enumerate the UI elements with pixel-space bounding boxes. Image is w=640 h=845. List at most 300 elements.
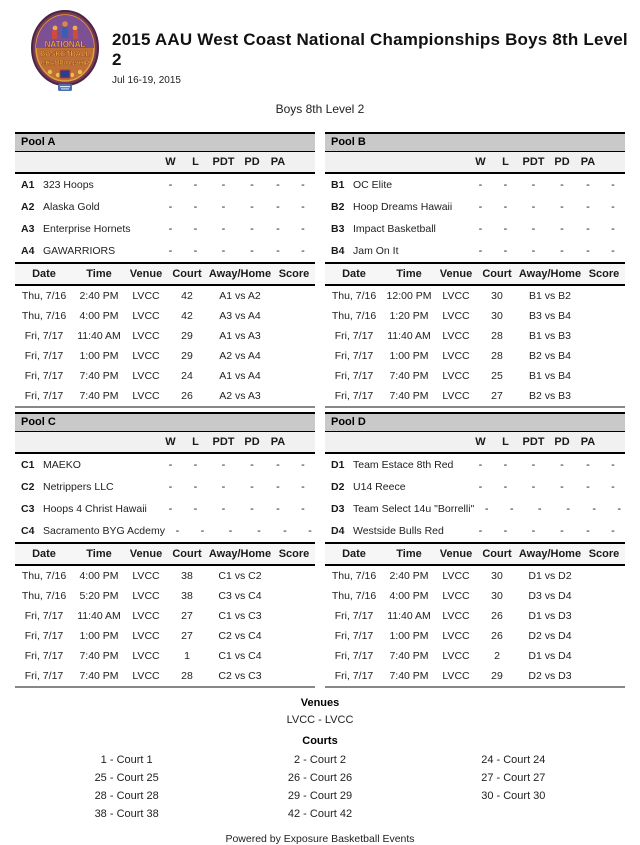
team-stat-value: - [503, 223, 508, 235]
schedule-col-header: Date [32, 268, 56, 280]
team-seed: A2 [21, 201, 35, 213]
team-stat-value: - [537, 503, 542, 515]
game-date: Thu, 7/16 [21, 570, 67, 582]
standings-col-header: W [475, 436, 486, 448]
game-time: 2:40 PM [79, 290, 119, 302]
game-matchup: B1 vs B4 [528, 370, 572, 382]
pool-title: Pool A [15, 132, 315, 152]
game-matchup: D1 vs D3 [528, 610, 572, 622]
team-stat-value: - [478, 525, 483, 537]
team-stat-value: - [200, 525, 205, 537]
game-date: Fri, 7/17 [24, 350, 64, 362]
schedule-table [15, 544, 315, 686]
team-seed: C1 [21, 459, 35, 471]
tournament-logo-icon [28, 10, 102, 94]
team-stat-value: - [531, 245, 536, 257]
team-stat-value: - [276, 481, 280, 493]
game-court: 30 [491, 310, 503, 322]
team-stat-value: - [611, 179, 615, 191]
team-stat-value: - [531, 179, 536, 191]
game-date: Fri, 7/17 [24, 610, 64, 622]
game-time: 1:00 PM [79, 350, 119, 362]
team-stat-value: - [478, 481, 483, 493]
game-date: Fri, 7/17 [24, 370, 64, 382]
team-row [325, 174, 625, 196]
schedule-col-header: Date [342, 268, 366, 280]
game-time: 1:00 PM [389, 350, 429, 362]
game-date: Fri, 7/17 [24, 650, 64, 662]
courts-heading: Courts [302, 735, 338, 747]
game-date: Thu, 7/16 [331, 570, 377, 582]
game-date: Fri, 7/17 [24, 670, 64, 682]
standings-col-header: PA [580, 436, 596, 448]
team-stat-value: - [276, 223, 280, 235]
game-court: 1 [184, 650, 190, 662]
game-time: 12:00 PM [386, 290, 432, 302]
game-matchup: A1 vs A3 [219, 330, 261, 342]
game-date: Fri, 7/17 [334, 330, 374, 342]
team-stat-value: - [478, 459, 483, 471]
schedule-col-header: Court [172, 548, 202, 560]
standings-col-header: W [475, 156, 486, 168]
game-venue: LVCC [132, 670, 160, 682]
game-court: 29 [181, 350, 193, 362]
team-row [15, 454, 315, 476]
game-court: 26 [491, 610, 503, 622]
game-venue: LVCC [442, 390, 470, 402]
game-date: Fri, 7/17 [334, 630, 374, 642]
game-time: 7:40 PM [389, 650, 429, 662]
game-row [15, 566, 315, 586]
game-row [325, 286, 625, 306]
court-mapping: 26 - Court 26 [287, 772, 353, 784]
team-stat-value: - [586, 481, 590, 493]
team-stat-value: - [509, 503, 514, 515]
team-stat-value: - [560, 179, 564, 191]
schedule-header-row [15, 544, 315, 566]
team-seed: D2 [331, 481, 345, 493]
team-stat-value: - [168, 223, 173, 235]
powered-by-text: Powered by Exposure Basketball Events [225, 833, 415, 845]
standings-col-header: PDT [212, 436, 235, 448]
game-time: 2:40 PM [389, 570, 429, 582]
team-name: Enterprise Hornets [43, 223, 131, 235]
standings-col-header: L [192, 436, 199, 448]
game-venue: LVCC [132, 630, 160, 642]
schedule-col-header: Venue [129, 268, 163, 280]
team-name: Sacramento BYG Acdemy [43, 525, 165, 537]
team-row [325, 454, 625, 476]
game-row [325, 306, 625, 326]
game-date: Fri, 7/17 [24, 330, 64, 342]
team-stat-value: - [611, 245, 615, 257]
game-court: 29 [491, 670, 503, 682]
courts-grid [30, 754, 610, 820]
svg-text:CHAMPIONSHIP: CHAMPIONSHIP [40, 60, 90, 67]
team-seed: B4 [331, 245, 345, 257]
game-date: Thu, 7/16 [331, 590, 377, 602]
team-name: Jam On It [353, 245, 399, 257]
svg-text:BASKETBALL: BASKETBALL [39, 49, 91, 58]
team-stat-value: - [478, 201, 483, 213]
game-row [15, 346, 315, 366]
schedule-col-header: Away/Home [208, 548, 272, 560]
game-venue: LVCC [442, 350, 470, 362]
game-time: 7:40 PM [79, 390, 119, 402]
team-stat-value: - [193, 201, 198, 213]
team-seed: A4 [21, 245, 35, 257]
team-stat-value: - [531, 223, 536, 235]
schedule-col-header: Away/Home [518, 268, 582, 280]
game-row [325, 386, 625, 406]
game-row [15, 586, 315, 606]
schedule-col-header: Score [278, 548, 310, 560]
team-seed: B1 [331, 179, 345, 191]
game-matchup: B1 vs B2 [528, 290, 572, 302]
pool-title: Pool D [325, 412, 625, 432]
team-stat-value: - [586, 459, 590, 471]
team-stat-value: - [168, 245, 173, 257]
game-time: 11:40 AM [387, 610, 431, 622]
game-venue: LVCC [442, 370, 470, 382]
team-seed: B2 [331, 201, 345, 213]
court-mapping: 29 - Court 29 [287, 790, 353, 802]
game-venue: LVCC [132, 650, 160, 662]
standings-col-header: PD [554, 156, 570, 168]
team-seed: D4 [331, 525, 345, 537]
game-time: 7:40 PM [79, 650, 119, 662]
team-row [15, 196, 315, 218]
game-row [15, 306, 315, 326]
team-stat-value: - [478, 179, 483, 191]
team-stat-value: - [168, 179, 173, 191]
game-row [325, 566, 625, 586]
game-court: 28 [491, 350, 503, 362]
team-stat-value: - [257, 525, 261, 537]
team-seed: C3 [21, 503, 35, 515]
game-time: 4:00 PM [79, 310, 119, 322]
team-stat-value: - [531, 459, 536, 471]
schedule-header-row [325, 544, 625, 566]
team-seed: D3 [331, 503, 345, 515]
standings-col-header: PDT [522, 156, 545, 168]
pools-grid [15, 132, 625, 688]
court-mapping: 38 - Court 38 [94, 808, 159, 820]
team-stat-value: - [560, 481, 564, 493]
court-mapping: 2 - Court 2 [294, 754, 346, 766]
schedule-col-header: Court [482, 268, 512, 280]
game-venue: LVCC [442, 610, 470, 622]
team-stat-value: - [301, 503, 305, 515]
game-date: Fri, 7/17 [24, 390, 64, 402]
game-venue: LVCC [132, 370, 160, 382]
game-matchup: B2 vs B3 [528, 390, 572, 402]
game-matchup: A1 vs A2 [219, 290, 261, 302]
game-matchup: C2 vs C3 [218, 670, 262, 682]
team-name: Impact Basketball [353, 223, 436, 235]
team-name: Alaska Gold [43, 201, 100, 213]
team-stat-value: - [503, 201, 508, 213]
standings-table [15, 152, 315, 264]
division-subtitle: Boys 8th Level 2 [275, 102, 365, 116]
team-stat-value: - [250, 503, 254, 515]
pool-panel [15, 132, 315, 408]
schedule-col-header: Away/Home [518, 548, 582, 560]
pool-title: Pool C [15, 412, 315, 432]
team-name: Hoop Dreams Hawaii [353, 201, 453, 213]
game-court: 24 [181, 370, 193, 382]
team-stat-value: - [301, 201, 305, 213]
team-stat-value: - [168, 459, 173, 471]
game-matchup: C1 vs C3 [218, 610, 262, 622]
team-stat-value: - [560, 459, 564, 471]
standings-header-row [15, 152, 315, 174]
court-mapping: 28 - Court 28 [94, 790, 159, 802]
game-matchup: D3 vs D4 [528, 590, 572, 602]
event-dates: Jul 16-19, 2015 [112, 75, 181, 86]
game-time: 1:00 PM [389, 630, 429, 642]
court-mapping: 1 - Court 1 [100, 754, 153, 766]
team-stat-value: - [276, 503, 280, 515]
game-date: Thu, 7/16 [21, 310, 67, 322]
schedule-col-header: Venue [439, 268, 473, 280]
team-stat-value: - [531, 201, 536, 213]
team-stat-value: - [560, 525, 564, 537]
schedule-col-header: Court [482, 548, 512, 560]
game-matchup: C1 vs C2 [218, 570, 262, 582]
team-stat-value: - [586, 525, 590, 537]
team-stat-value: - [301, 179, 305, 191]
standings-col-header: PD [554, 436, 570, 448]
game-venue: LVCC [132, 590, 160, 602]
court-mapping: 42 - Court 42 [287, 808, 353, 820]
game-matchup: C2 vs C4 [218, 630, 262, 642]
standings-col-header: PA [270, 436, 286, 448]
team-stat-value: - [586, 245, 590, 257]
standings-col-header: PA [580, 156, 596, 168]
pool-panel [325, 412, 625, 688]
game-row [15, 386, 315, 406]
team-stat-value: - [478, 223, 483, 235]
team-stat-value: - [301, 459, 305, 471]
game-row [15, 366, 315, 386]
game-venue: LVCC [132, 330, 160, 342]
team-stat-value: - [221, 179, 226, 191]
game-time: 4:00 PM [389, 590, 429, 602]
standings-table [325, 432, 625, 544]
team-stat-value: - [250, 459, 254, 471]
court-mapping: 27 - Court 27 [481, 772, 546, 784]
standings-header-row [325, 152, 625, 174]
game-matchup: B3 vs B4 [528, 310, 572, 322]
team-stat-value: - [301, 223, 305, 235]
standings-table [15, 432, 315, 544]
pool-title: Pool B [325, 132, 625, 152]
standings-table [325, 152, 625, 264]
schedule-col-header: Time [86, 268, 112, 280]
schedule-table [325, 544, 625, 686]
team-row [325, 218, 625, 240]
team-stat-value: - [193, 481, 198, 493]
game-court: 38 [181, 590, 193, 602]
game-date: Thu, 7/16 [331, 290, 377, 302]
game-venue: LVCC [442, 650, 470, 662]
team-stat-value: - [531, 525, 536, 537]
team-name: Netrippers LLC [43, 481, 114, 493]
team-name: Team Estace 8th Red [353, 459, 454, 471]
team-seed: A3 [21, 223, 35, 235]
game-row [15, 606, 315, 626]
standings-header-row [15, 432, 315, 454]
standings-col-header: PA [270, 156, 286, 168]
team-name: U14 Reece [353, 481, 406, 493]
game-venue: LVCC [132, 350, 160, 362]
standings-col-header: PD [244, 156, 260, 168]
game-court: 2 [494, 650, 500, 662]
team-row [15, 218, 315, 240]
team-stat-value: - [250, 201, 254, 213]
team-stat-value: - [193, 459, 198, 471]
header-text [112, 10, 640, 86]
team-stat-value: - [276, 179, 280, 191]
schedule-col-header: Time [86, 548, 112, 560]
team-stat-value: - [503, 525, 508, 537]
game-venue: LVCC [132, 290, 160, 302]
game-court: 27 [491, 390, 503, 402]
game-row [325, 606, 625, 626]
team-stat-value: - [221, 245, 226, 257]
schedule-header-row [325, 264, 625, 286]
game-court: 30 [491, 290, 503, 302]
team-stat-value: - [221, 223, 226, 235]
game-time: 4:00 PM [79, 570, 119, 582]
team-stat-value: - [168, 503, 173, 515]
game-matchup: C1 vs C4 [218, 650, 262, 662]
team-stat-value: - [503, 481, 508, 493]
schedule-col-header: Time [396, 548, 422, 560]
team-seed: A1 [21, 179, 35, 191]
team-stat-value: - [250, 179, 254, 191]
team-stat-value: - [175, 525, 180, 537]
game-venue: LVCC [442, 310, 470, 322]
game-row [325, 586, 625, 606]
team-row [15, 476, 315, 498]
team-stat-value: - [611, 459, 615, 471]
page-title: 2015 AAU West Coast National Championships Boys 8th Level 2 [112, 30, 628, 69]
game-row [325, 346, 625, 366]
team-name: Team Select 14u "Borrelli" [353, 503, 475, 515]
game-matchup: A2 vs A3 [219, 390, 261, 402]
team-stat-value: - [503, 459, 508, 471]
game-date: Fri, 7/17 [334, 350, 374, 362]
schedule-header-row [15, 264, 315, 286]
game-matchup: A3 vs A4 [219, 310, 261, 322]
team-stat-value: - [617, 503, 622, 515]
team-seed: C2 [21, 481, 35, 493]
team-stat-value: - [250, 481, 254, 493]
team-stat-value: - [276, 245, 280, 257]
game-matchup: A2 vs A4 [219, 350, 261, 362]
pool-panel [325, 132, 625, 408]
team-name: OC Elite [353, 179, 393, 191]
game-row [15, 626, 315, 646]
schedule-col-header: Away/Home [208, 268, 272, 280]
standings-col-header: L [192, 156, 199, 168]
court-mapping: 25 - Court 25 [94, 772, 159, 784]
game-court: 26 [491, 630, 503, 642]
team-stat-value: - [503, 179, 508, 191]
team-stat-value: - [221, 459, 226, 471]
game-court: 30 [491, 590, 503, 602]
game-venue: LVCC [442, 330, 470, 342]
game-time: 1:00 PM [79, 630, 119, 642]
game-date: Thu, 7/16 [331, 310, 377, 322]
standings-col-header: PDT [522, 436, 545, 448]
team-stat-value: - [301, 481, 305, 493]
game-court: 38 [181, 570, 193, 582]
game-venue: LVCC [442, 570, 470, 582]
game-court: 42 [181, 310, 193, 322]
game-date: Fri, 7/17 [334, 650, 374, 662]
team-stat-value: - [503, 245, 508, 257]
game-court: 28 [491, 330, 503, 342]
team-stat-value: - [276, 201, 280, 213]
game-court: 28 [181, 670, 193, 682]
team-stat-value: - [611, 525, 615, 537]
game-time: 7:40 PM [389, 390, 429, 402]
team-stat-value: - [193, 503, 198, 515]
game-court: 27 [181, 610, 193, 622]
svg-text:NATIONAL: NATIONAL [44, 40, 86, 49]
standings-col-header: W [165, 156, 176, 168]
game-matchup: D2 vs D4 [528, 630, 572, 642]
team-name: GAWARRIORS [43, 245, 116, 257]
team-stat-value: - [276, 459, 280, 471]
game-court: 30 [491, 570, 503, 582]
game-matchup: C3 vs C4 [218, 590, 262, 602]
game-date: Fri, 7/17 [24, 630, 64, 642]
game-time: 7:40 PM [79, 670, 119, 682]
game-venue: LVCC [442, 290, 470, 302]
game-row [15, 286, 315, 306]
team-name: Hoops 4 Christ Hawaii [43, 503, 147, 515]
team-stat-value: - [250, 223, 254, 235]
team-row [325, 520, 625, 542]
game-matchup: D1 vs D2 [528, 570, 572, 582]
team-row [15, 498, 315, 520]
standings-col-header: PDT [212, 156, 235, 168]
standings-header-row [325, 432, 625, 454]
schedule-col-header: Score [588, 548, 620, 560]
team-stat-value: - [478, 245, 483, 257]
game-time: 7:40 PM [79, 370, 119, 382]
game-court: 42 [181, 290, 193, 302]
game-date: Fri, 7/17 [334, 370, 374, 382]
team-row [325, 498, 625, 520]
game-row [15, 326, 315, 346]
team-stat-value: - [283, 525, 287, 537]
schedule-col-header: Venue [439, 548, 473, 560]
team-stat-value: - [560, 245, 564, 257]
standings-col-header: W [165, 436, 176, 448]
team-seed: B3 [331, 223, 345, 235]
game-row [15, 666, 315, 686]
page-header [0, 0, 640, 92]
game-row [15, 646, 315, 666]
schedule-table [15, 264, 315, 406]
game-row [325, 366, 625, 386]
pool-panel [15, 412, 315, 688]
